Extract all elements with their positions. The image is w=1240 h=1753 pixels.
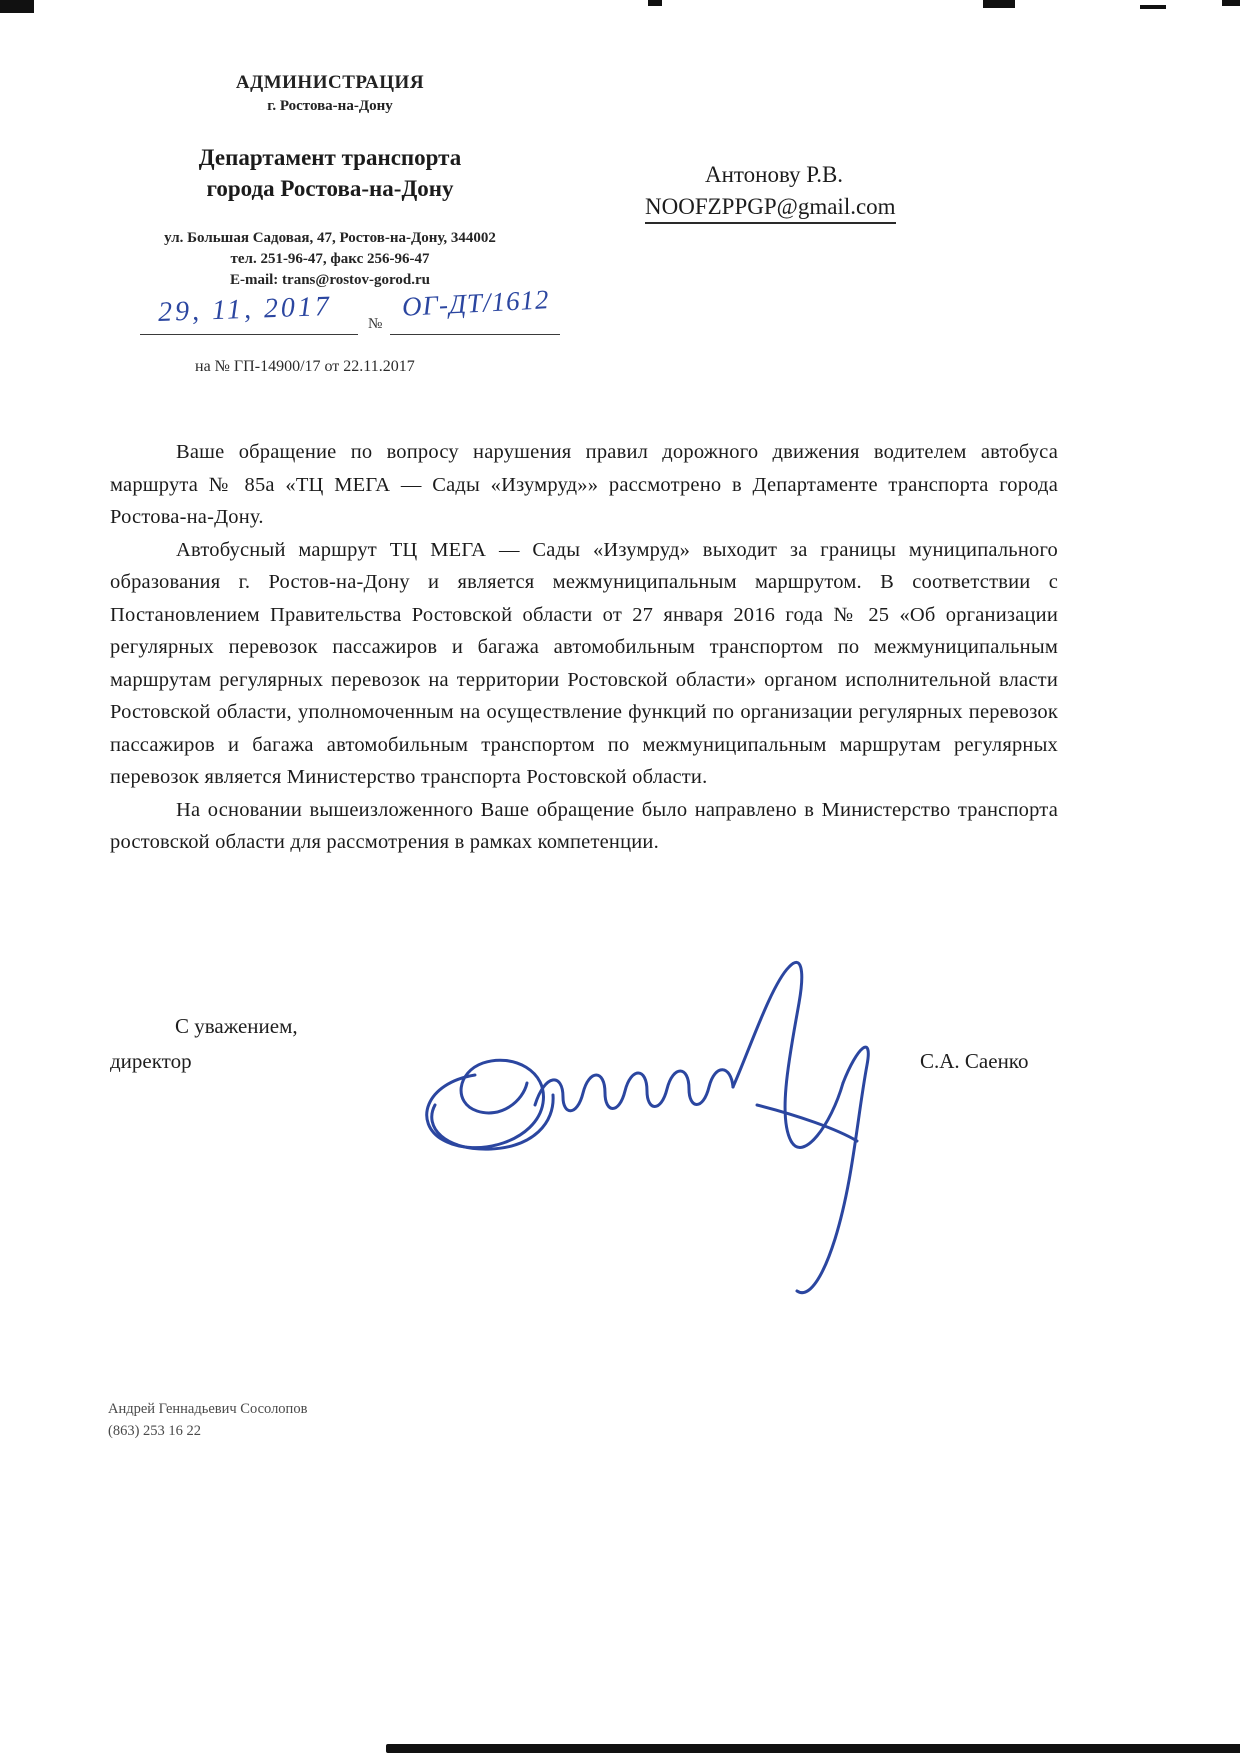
executor-contact [108, 1398, 307, 1442]
org-name: АДМИНИСТРАЦИЯ [235, 72, 425, 93]
handwritten-date: 29, 11, 2017 [157, 290, 333, 329]
scan-artifact [1140, 5, 1166, 9]
number-sign: № [368, 316, 383, 332]
number-underline [390, 334, 560, 335]
signer-title: директор [110, 1049, 192, 1073]
paragraph: На основании вышеизложенного Ваше обращение было направлено в Министерство транспорта ростовской области для рассмотрения в рамках компетенции. [110, 798, 1058, 853]
recipient-name: Антонову Р.В. [705, 162, 844, 187]
reference-line [140, 284, 620, 342]
paragraph: Ваше обращение по вопросу нарушения правил дорожного движения водителем автобуса маршрута № 85а «ТЦ МЕГА — Сады «Изумруд»» рассмотрено в Департаменте транспорта города Ростова-на-Дону. [110, 441, 1058, 528]
scan-artifact [1222, 0, 1240, 6]
dept-line1: Департамент транспорта [198, 145, 462, 170]
scan-artifact-bottom [386, 1744, 1240, 1753]
reply-reference: на № ГП-14900/17 от 22.11.2017 [195, 358, 415, 375]
letterhead-address [110, 228, 550, 291]
executor-name: Андрей Геннадьевич Сосолопов [108, 1401, 308, 1417]
scan-artifact [0, 0, 34, 13]
address-phones: тел. 251-96-47, факс 256-96-47 [230, 251, 430, 267]
org-city: г. Ростова-на-Дону [267, 98, 393, 114]
date-underline [140, 334, 358, 335]
recipient-block [645, 162, 955, 224]
address-email: E-mail: trans@rostov-gorod.ru [229, 272, 431, 288]
address-street: ул. Большая Садовая, 47, Ростов-на-Дону, 344002 [164, 230, 496, 246]
signature-ink [405, 955, 925, 1325]
closing-salutation: С уважением, [175, 1014, 298, 1038]
letter-body [110, 436, 1058, 859]
dept-line2: города Ростова-на-Дону [206, 176, 454, 201]
scan-artifact [648, 0, 662, 6]
paragraph: Автобусный маршрут ТЦ МЕГА — Сады «Изумруд» выходит за границы муниципального образования г. Ростов-на-Дону и является межмуниципальным маршрутом. В соответствии с Постановлением Правительства Ростовской области от 27 января 2016 года № 25 «Об организации регулярных перевозок пассажиров и багажа автомобильным транспортом по межмуниципальным маршрутам регулярных перевозок на территории Ростовской области» органом исполнительной власти Ростовской области, уполномоченным на осуществление функций по организации регулярных перевозок пассажиров и багажа автомобильным транспортом по межмуниципальным маршрутам регулярных перевозок является Министерство транспорта Ростовской области. [110, 538, 1058, 788]
recipient-email: NOOFZPPGP@gmail.com [645, 194, 896, 224]
letterhead-org [150, 72, 510, 115]
executor-phone: (863) 253 16 22 [108, 1423, 202, 1439]
letterhead-department [130, 142, 530, 204]
handwritten-number: ОГ-ДТ/1612 [401, 284, 551, 322]
scan-artifact [983, 0, 1015, 8]
signer-name: С.А. Саенко [920, 1049, 1029, 1073]
